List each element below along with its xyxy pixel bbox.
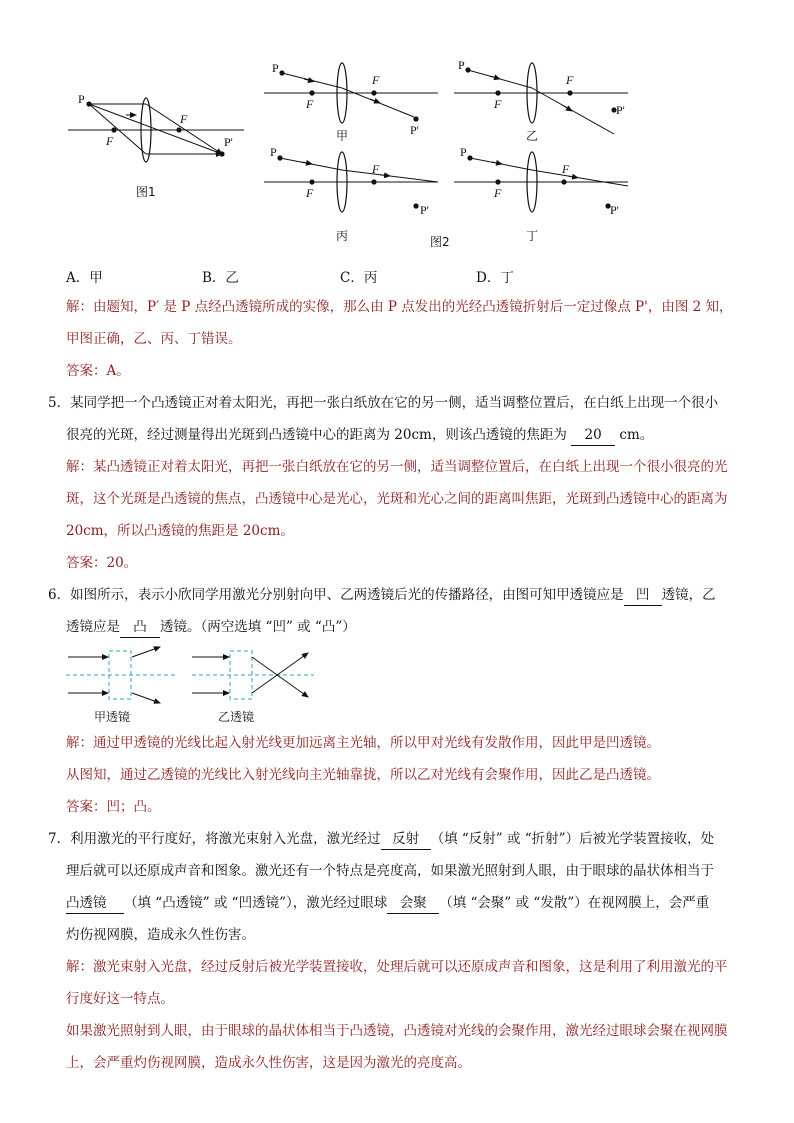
q5-solution-3: 20cm，所以凸透镜的焦距是 20cm。 [66, 523, 294, 539]
fig1-label-F-left: F [106, 134, 114, 148]
bing-label-P: P [270, 146, 277, 159]
option-d: D．丁 [476, 270, 514, 286]
q7-solution-3: 如果激光照射到人眼，由于眼球的晶状体相当于凸透镜，凸透镜对光线的会聚作用，激光经过眼球会聚在视网膜 [66, 1023, 728, 1039]
q7-blank-3: 会聚 [387, 893, 439, 914]
fig1-label-P: P [78, 92, 85, 106]
q6-text-2a: 透镜应是 [66, 619, 120, 635]
q6-fig-label-jia: 甲透镜 [94, 710, 131, 724]
fig1-caption: 图1 [136, 185, 156, 199]
q7-solution-4: 上，会严重灼伤视网膜，造成永久性伤害，这是因为激光的亮度高。 [66, 1055, 471, 1071]
bing-label-F2: F [372, 162, 380, 176]
q6-blank-1: 凹 [624, 585, 662, 606]
yi-caption: 乙 [526, 129, 539, 143]
yi-label-P: P [458, 58, 465, 72]
q7-solution-1: 解：激光束射入光盘，经过反射后被光学装置接收，处理后就可以还原成声音和图象，这是利用了利用激光的平 [66, 959, 728, 975]
jia-label-Pprime: P' [410, 123, 419, 137]
q4-answer: 答案：A。 [66, 363, 130, 379]
option-b: B．乙 [202, 270, 239, 286]
q6-text-2b: 透镜。（两空选填 “凹” 或 “凸”） [160, 619, 356, 635]
q7-line-3 [66, 893, 709, 914]
q5-blank: 20 [571, 425, 615, 446]
q7-number: 7． [48, 831, 71, 847]
q6-solution-1: 解：通过甲透镜的光线比起入射光线更加远离主光轴，所以甲对光线有发散作用，因此甲是凹透镜。 [66, 735, 660, 751]
yi-label-F2: F [566, 73, 574, 87]
q7-line-2: 理后就可以还原成声音和图象。激光还有一个特点是亮度高，如果激光照射到人眼，由于眼球的晶状体相当于 [66, 863, 714, 879]
figure-1 [62, 88, 252, 206]
jia-label-F1: F [306, 97, 314, 111]
yi-label-Pprime: P' [616, 103, 625, 117]
q7-text-3b: （填 “会聚” 或 “发散”）在视网膜上，会严重 [439, 895, 710, 911]
jia-label-P: P [272, 61, 279, 75]
q6-solution-2: 从图知，通过乙透镜的光线比入射光线向主光轴靠拢，所以乙对光线有会聚作用，因此乙是凸透镜。 [66, 767, 660, 783]
yi-label-F1: F [494, 97, 502, 111]
q4-solution-1: 解：由题知，P′ 是 P 点经凸透镜所成的实像，那么由 P 点发出的光经凸透镜折射后一定过像点 P'，由图 2 知， [66, 299, 733, 315]
q5-number: 5． [48, 395, 71, 411]
q5-text-2b: cm。 [615, 427, 654, 443]
q5-solution-2: 斑，这个光斑是凸透镜的焦点，凸透镜中心是光心，光斑和光心之间的距离叫焦距，光斑到凸透镜中心的距离为 [66, 491, 728, 507]
q5-line-1 [48, 393, 718, 413]
q6-blank-2: 凸 [120, 617, 160, 638]
bing-label-F1: F [306, 186, 314, 200]
ding-label-P: P [460, 146, 467, 159]
ding-label-F1: F [494, 186, 502, 200]
q6-figure [64, 645, 324, 727]
option-c: C．丙 [340, 270, 378, 286]
q5-text-1: 某同学把一个凸透镜正对着太阳光，再把一张白纸放在它的另一侧，适当调整位置后，在白纸上出现一个很小 [70, 395, 719, 411]
bing-caption: 丙 [336, 229, 349, 243]
q7-blank-2: 凸透镜 [66, 893, 124, 914]
ding-caption: 丁 [526, 229, 539, 243]
q7-text-1a: 利用激光的平行度好，将激光束射入光盘，激光经过 [70, 831, 381, 847]
q6-fig-label-yi: 乙透镜 [218, 710, 255, 724]
option-a: A．甲 [66, 270, 103, 286]
q5-answer: 答案：20。 [66, 555, 138, 571]
q5-solution-1: 解：某凸透镜正对着太阳光，再把一张白纸放在它的另一侧，适当调整位置后，在白纸上出现一个很小很亮的光 [66, 459, 728, 475]
figure-2-panel-jia [262, 58, 442, 148]
q6-line-2 [66, 617, 356, 638]
fig2-caption: 图2 [430, 235, 450, 249]
ding-label-F2: F [562, 162, 570, 176]
figure-2-panel-bing [262, 146, 442, 246]
q6-text-1b: 透镜，乙 [661, 587, 716, 603]
fig1-label-Pprime: P' [224, 135, 233, 149]
bing-label-Pprime: P' [420, 203, 429, 217]
jia-caption: 甲 [336, 129, 349, 143]
q7-text-1b: （填 “反射” 或 “折射”）后被光学装置接收，处 [430, 831, 715, 847]
figure-2-panel-yi [452, 58, 632, 148]
q6-text-1a: 如图所示，表示小欣同学用激光分别射向甲、乙两透镜后光的传播路径，由图可知甲透镜应是 [70, 587, 624, 603]
q6-number: 6． [48, 587, 71, 603]
q4-solution-2: 甲图正确，乙、丙、丁错误。 [66, 331, 242, 347]
q5-line-2 [66, 425, 653, 446]
fig1-label-F-right: F [180, 112, 188, 126]
jia-label-F2: F [372, 73, 380, 87]
q7-text-3a: （填 “凸透镜” 或 “凹透镜”），激光经过眼球 [124, 895, 388, 911]
q7-line-1 [48, 829, 714, 850]
q5-text-2a: 很亮的光斑，经过测量得出光斑到凸透镜中心的距离为 20cm，则该凸透镜的焦距为 [66, 427, 572, 443]
figure-2-panel-ding [452, 146, 632, 246]
q7-solution-2: 行度好这一特点。 [66, 991, 174, 1007]
q7-blank-1: 反射 [381, 829, 431, 850]
q6-line-1 [48, 585, 716, 606]
q7-line-4: 灼伤视网膜，造成永久性伤害。 [66, 927, 255, 943]
q6-answer: 答案：凹；凸。 [66, 799, 161, 815]
ding-label-Pprime: P' [610, 203, 619, 217]
figure-2-caption [430, 233, 450, 250]
